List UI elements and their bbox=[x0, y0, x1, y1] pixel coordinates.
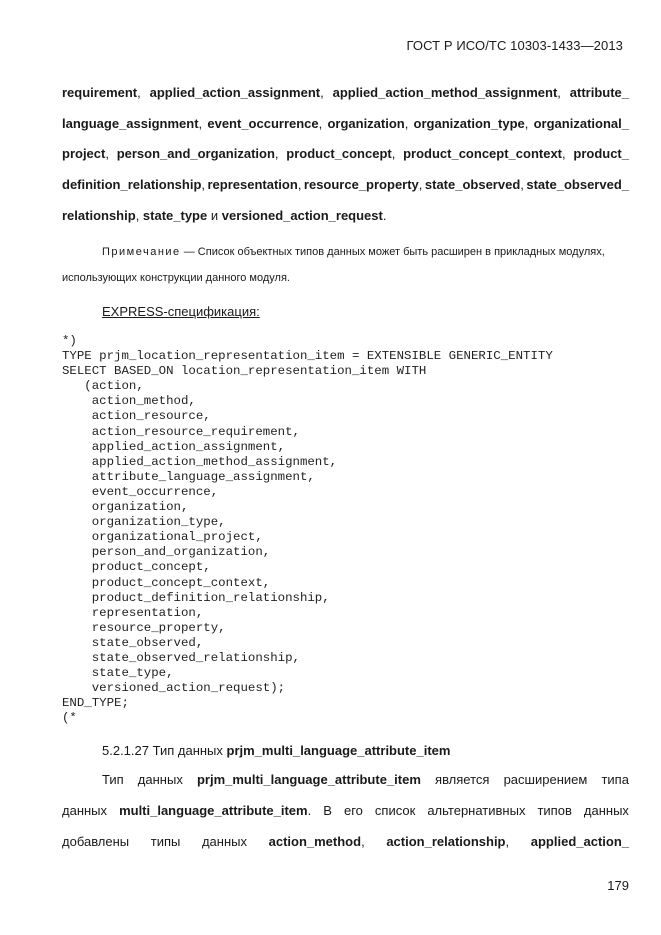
intro-line-4 bbox=[62, 177, 629, 192]
word: типов bbox=[537, 803, 572, 818]
separator: . bbox=[382, 208, 387, 223]
entity-name: resource_property bbox=[303, 177, 419, 192]
entity-name: organizational_ bbox=[533, 116, 629, 131]
word: добавлены bbox=[62, 834, 130, 849]
separator: , bbox=[320, 85, 324, 100]
word: данных bbox=[201, 834, 247, 849]
page-number: 179 bbox=[607, 878, 629, 893]
document-header: ГОСТ Р ИСО/ТС 10303-1433—2013 bbox=[406, 38, 623, 53]
entity-name: definition_relationship bbox=[62, 177, 202, 192]
intro-line-2 bbox=[62, 116, 629, 131]
separator: , bbox=[135, 208, 143, 223]
entity-name: relationship bbox=[62, 208, 136, 223]
entity-name: state_observed_ bbox=[526, 177, 629, 192]
separator: , bbox=[391, 146, 396, 161]
separator: , bbox=[318, 116, 323, 131]
type-name: action_relationship bbox=[386, 834, 506, 849]
section-heading bbox=[102, 743, 450, 758]
intro-line-3 bbox=[62, 146, 629, 161]
separator: , bbox=[524, 116, 529, 131]
word: является bbox=[435, 772, 490, 787]
note-line-1 bbox=[102, 246, 629, 258]
separator: , bbox=[274, 146, 279, 161]
body-line-2 bbox=[62, 803, 629, 818]
type-name: prjm_multi_language_attribute_item bbox=[196, 772, 421, 787]
word: данных bbox=[137, 772, 183, 787]
body-line-1 bbox=[102, 772, 629, 787]
type-name: multi_language_attribute_item bbox=[119, 803, 308, 818]
entity-name: attribute_ bbox=[569, 85, 629, 100]
entity-name: language_assignment bbox=[62, 116, 199, 131]
entity-name: project bbox=[62, 146, 106, 161]
section-number: 5.2.1.27 Тип данных bbox=[102, 743, 227, 758]
word: его bbox=[343, 803, 363, 818]
entity-name: state_observed bbox=[424, 177, 521, 192]
intro-line-1 bbox=[62, 85, 629, 100]
entity-name: person_and_organization bbox=[116, 146, 275, 161]
punct: , bbox=[361, 834, 365, 849]
entity-name: organization_type bbox=[413, 116, 525, 131]
punct: . bbox=[307, 803, 312, 818]
note-line-2: использующих конструкции данного модуля. bbox=[62, 272, 290, 284]
entity-name: organization bbox=[327, 116, 405, 131]
word: типы bbox=[150, 834, 181, 849]
word: данных bbox=[62, 803, 108, 818]
intro-line-5 bbox=[62, 208, 629, 223]
separator: , bbox=[418, 177, 423, 192]
type-name: applied_action_ bbox=[530, 834, 629, 849]
word: список bbox=[374, 803, 416, 818]
separator: , bbox=[105, 146, 109, 161]
word: типа bbox=[601, 772, 629, 787]
entity-name: applied_action_method_assignment bbox=[332, 85, 558, 100]
separator: , bbox=[404, 116, 409, 131]
section-type-name: prjm_multi_language_attribute_item bbox=[226, 743, 451, 758]
punct: , bbox=[505, 834, 510, 849]
word: В bbox=[323, 803, 332, 818]
separator: , bbox=[557, 85, 561, 100]
express-code-listing: *) TYPE prjm_location_representation_item = EXTENSIBLE GENERIC_ENTITY SELECT BASED_ON location_representation_item WITH (action, action_method, action_resource, action_resource_requirement, applied_action_assignment, applied_action_method_assignment, attribute_language_assignment, event_occurrence, organization, organization_type, organizational_project, person_and_organization, product_concept, product_concept_context, product_definition_relationship, representation, resource_property, state_observed, state_observed_relationship, state_type, versioned_action_request); END_TYPE; (* bbox=[62, 334, 553, 726]
entity-name: product_concept bbox=[286, 146, 392, 161]
separator: , bbox=[297, 177, 302, 192]
separator: , bbox=[137, 85, 141, 100]
separator: , bbox=[520, 177, 524, 192]
entity-name: representation bbox=[207, 177, 298, 192]
express-spec-label: EXPRESS-спецификация: bbox=[102, 304, 260, 319]
separator: , bbox=[198, 116, 203, 131]
note-label: Примечание bbox=[102, 246, 181, 258]
word: расширением bbox=[503, 772, 588, 787]
entity-name: event_occurrence bbox=[207, 116, 319, 131]
entity-name: state_type bbox=[142, 208, 208, 223]
note-text: — Список объектных типов данных может быть расширен в прикладных модулях, bbox=[183, 246, 605, 258]
entity-name: versioned_action_request bbox=[221, 208, 383, 223]
word: данных bbox=[583, 803, 629, 818]
entity-name: product_concept_context bbox=[403, 146, 563, 161]
body-line-3 bbox=[62, 834, 629, 849]
type-name: action_method bbox=[268, 834, 362, 849]
word: альтернативных bbox=[427, 803, 526, 818]
separator: , bbox=[201, 177, 206, 192]
separator: , bbox=[562, 146, 566, 161]
entity-name: requirement bbox=[62, 85, 138, 100]
conjunction: и bbox=[207, 208, 222, 223]
entity-name: product_ bbox=[573, 146, 629, 161]
word: Тип bbox=[102, 772, 124, 787]
entity-name: applied_action_assignment bbox=[149, 85, 321, 100]
